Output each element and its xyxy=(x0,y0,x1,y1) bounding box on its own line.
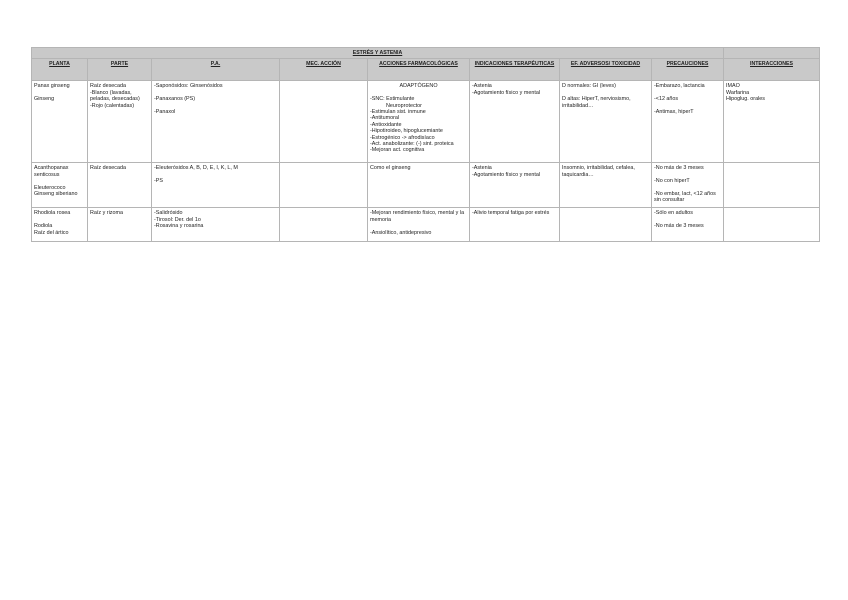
cell-mec xyxy=(280,163,368,208)
cell-planta xyxy=(32,208,88,242)
cell-text: -PS xyxy=(154,178,163,185)
cell-text: -Rojo (calentadas) xyxy=(90,102,135,109)
cell-text: Rodiola xyxy=(34,223,53,230)
cell-pa xyxy=(152,208,280,242)
cell-text: -Ansiolítico, antidepresivo xyxy=(370,229,432,236)
cell-text: -Antioxidante xyxy=(370,121,402,128)
cell-acciones xyxy=(368,163,470,208)
cell-text: -Blanco (lavadas, peladas, desecadas) xyxy=(90,89,140,103)
cell-mec xyxy=(280,208,368,242)
header-planta: PLANTA xyxy=(32,59,88,81)
cell-text: -Panaxol xyxy=(154,109,176,115)
cell-text: Ginseng xyxy=(34,96,55,103)
cell-text: D normales: GI (leves) xyxy=(562,83,616,90)
cell-adversos xyxy=(560,81,652,163)
cell-text: Hipoglug. orales xyxy=(726,96,765,103)
cell-planta xyxy=(32,81,88,163)
header-precauciones: PRECAUCIONES xyxy=(652,59,724,81)
cell-text: -Mejoran act. cognitiva xyxy=(370,147,425,154)
cell-text: -No más de 3 meses xyxy=(654,223,704,230)
header-adversos: EF. ADVERSOS/ TOXICIDAD xyxy=(560,59,652,81)
cell-text: -Astenia xyxy=(472,165,492,172)
cell-text: D altas: HiperT, nerviosismo, irritabilidad… xyxy=(562,96,631,109)
header-interacciones: INTERACCIONES xyxy=(724,59,820,81)
cell-text: -<12 años xyxy=(654,96,679,103)
cell-text: -No más de 3 meses xyxy=(654,165,704,172)
cell-parte xyxy=(88,208,152,242)
header-indicaciones: INDICACIONES TERAPÉUTICAS xyxy=(470,59,560,81)
cell-acciones xyxy=(368,81,470,163)
cell-text: Panax ginseng xyxy=(34,83,70,90)
cell-text: -Astenia xyxy=(472,83,492,90)
table-row xyxy=(32,208,820,242)
cell-precauciones xyxy=(652,208,724,242)
cell-text: Ginseng siberiano xyxy=(34,191,78,198)
cell-planta xyxy=(32,163,88,208)
cell-text: -Estrogénico -> afrodisíaco xyxy=(370,134,435,141)
cell-text: -Panaxanos (PS) xyxy=(154,96,196,103)
cell-text: -Alivio temporal fatiga por estrés xyxy=(472,210,550,217)
cell-text: -Mejoran rendimiento físico, mental y la memoria xyxy=(370,210,465,223)
cell-text: Eleuterococo xyxy=(34,184,66,191)
cell-text: Neuroprotector xyxy=(386,102,422,109)
cell-text: Rhodiola rosea xyxy=(34,210,71,217)
cell-text: Raíz y rizoma xyxy=(90,210,123,217)
header-mec-accion: MEC. ACCIÓN xyxy=(280,59,368,81)
table-row xyxy=(32,81,820,163)
cell-text: -Sólo en adultos xyxy=(654,210,693,217)
table-row xyxy=(32,163,820,208)
cell-precauciones xyxy=(652,163,724,208)
header-row xyxy=(32,59,820,81)
cell-text: -Salidrósido xyxy=(154,210,183,217)
cell-parte xyxy=(88,81,152,163)
cell-indicaciones xyxy=(470,81,560,163)
cell-indicaciones xyxy=(470,208,560,242)
herbal-table xyxy=(31,47,820,242)
cell-text: -Embarazo, lactancia xyxy=(654,83,705,90)
cell-text: -Rosavina y rosarina xyxy=(154,223,204,230)
cell-text: -Agotamiento físico y mental xyxy=(472,171,541,178)
cell-text: Raíz desecada xyxy=(90,165,126,172)
cell-text: -Antimax, hiperT xyxy=(654,109,694,115)
cell-interacciones xyxy=(724,163,820,208)
cell-text: ADAPTÓGENO xyxy=(399,83,438,90)
cell-text: Acanthopanax senticosus xyxy=(34,165,69,178)
cell-text: Como el ginseng xyxy=(370,165,411,172)
cell-interacciones xyxy=(724,208,820,242)
cell-adversos xyxy=(560,163,652,208)
cell-text: -Agotamiento físico y mental xyxy=(472,89,541,96)
cell-text: Raíz desecada xyxy=(90,83,126,90)
cell-adversos xyxy=(560,208,652,242)
header-acciones: ACCIONES FARMACOLÓGICAS xyxy=(368,59,470,81)
cell-interacciones xyxy=(724,81,820,163)
cell-pa xyxy=(152,163,280,208)
cell-pa xyxy=(152,81,280,163)
header-parte: PARTE xyxy=(88,59,152,81)
cell-precauciones xyxy=(652,81,724,163)
header-pa: P.A. xyxy=(152,59,280,81)
cell-text: -Saponósidos: Ginsenósidos xyxy=(154,83,223,90)
cell-mec xyxy=(280,81,368,163)
cell-text: -Act. anabolizante: (-) sint. proteica xyxy=(370,141,454,148)
cell-text: IMAO xyxy=(726,83,740,90)
cell-text: -SNC: Estimulante xyxy=(370,96,415,103)
cell-text: Warfarina xyxy=(726,89,750,96)
cell-text: -Hipotiroideo, hipoglucemiante xyxy=(370,128,443,135)
cell-text: -Antitumoral xyxy=(370,115,400,122)
table-title-row xyxy=(32,48,820,59)
cell-text: -Tirosol: Der. del 1o xyxy=(154,216,201,223)
cell-text: -Estimulan sist. inmune xyxy=(370,109,426,116)
cell-text: Raíz del ártico xyxy=(34,229,69,236)
table-title: ESTRÉS Y ASTENIA xyxy=(32,48,724,59)
cell-indicaciones xyxy=(470,163,560,208)
cell-text: -No con hiperT xyxy=(654,178,690,185)
cell-acciones xyxy=(368,208,470,242)
cell-parte xyxy=(88,163,152,208)
title-blank-cell xyxy=(724,48,820,59)
cell-text: -Eleuterósidos A, B, D, E, I, K, L, M xyxy=(154,165,238,172)
cell-text: Insomnio, irritabilidad, cefalea, taquicardia… xyxy=(562,165,635,178)
cell-text: -No embar, lact, <12 años sin consultar xyxy=(654,191,716,204)
